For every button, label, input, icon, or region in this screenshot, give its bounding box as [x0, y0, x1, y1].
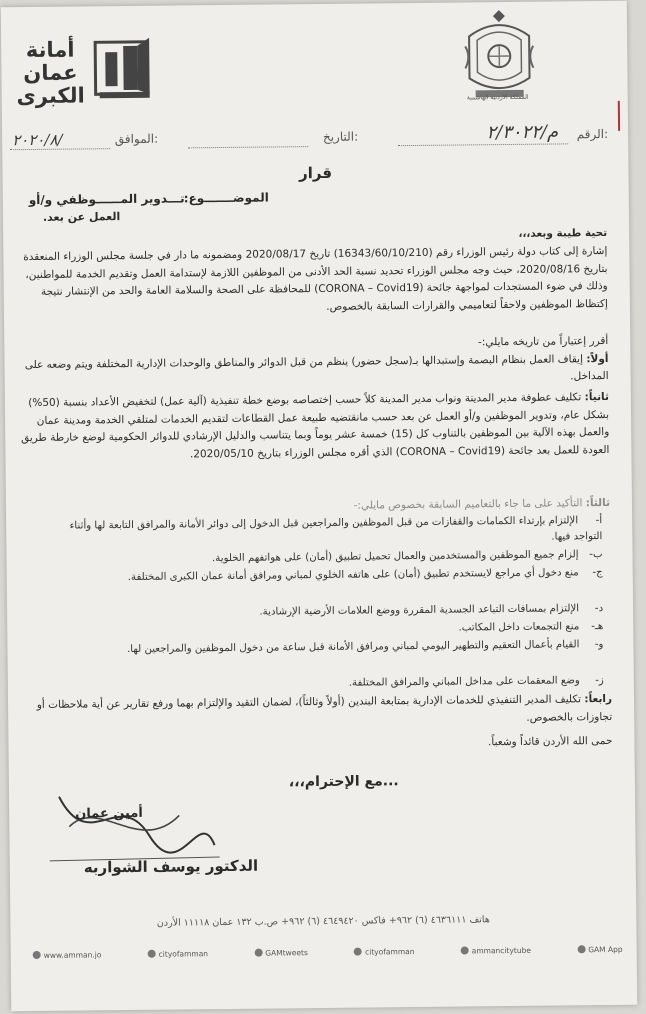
crest-caption: المملكة الأردنية الهاشمية	[466, 93, 529, 102]
subject-text: تـــدوير المــــــوظفي و/أو	[28, 191, 185, 208]
agreement-value: ٢٠٢٠/٨/	[12, 130, 63, 150]
logo-text: أمانة عمان الكبرى	[16, 37, 85, 109]
footer-link[interactable]	[577, 944, 623, 953]
clause-third-text: التأكيد على ما جاء بالتعاميم السابقة بخصوص مايلي:-	[353, 497, 583, 512]
prayer-line: حمى الله الأردن قائداً وشعباً.	[487, 734, 613, 749]
youtube-icon	[461, 946, 469, 954]
reference-row	[2, 119, 628, 158]
clause-fourth	[22, 691, 612, 732]
item-text: منع التجمعات داخل المكاتب.	[458, 621, 580, 634]
clause-first-label: أولاً:	[586, 352, 609, 366]
footer-link[interactable]	[254, 948, 308, 958]
number-label: الرقم:	[576, 126, 609, 142]
agreement-line	[10, 148, 110, 150]
item-text: القيام بأعمال التعقيم والتطهير اليومي لمباني ومرافق الأمانة قبل ساعة من دخول الموظفين والمراجعين لها.	[126, 639, 580, 656]
item-text: الإلتزام بمسافات التباعد الجسدية المقررة ووضع العلامات الأرضية الإرشادية.	[259, 603, 580, 618]
footer-link[interactable]	[148, 949, 208, 959]
item-mark: أ-	[595, 515, 603, 527]
clause-first-text: إيقاف العمل بنظام البصمة وإستبدالها بـ(سجل حضور) ينظم من قبل الدوائر والمناطق والوحدات الإدارية المختلفة ويتم وضعه على المداخل.	[24, 353, 609, 382]
signer-name: الدكتور يوسف الشواربه	[83, 856, 259, 877]
footer-link-text: cityofamman	[365, 946, 415, 957]
footer-link-text: www.amman.jo	[43, 949, 102, 960]
item-text: إلزام جميع الموظفين والمستخدمين والعمال تحميل تطبيق (أمان) على هواتفهم الخلوية.	[211, 549, 579, 565]
clause-second-text: تكليف عطوفة مدير المدينة ونواب مدير المدينة كلاً حسب إختصاصه بوضع خطة تنفيذية (آلية عمل) لتخفيض الأعداد بنسبة (50%) بشكل عام، وتدوير الموظفين و/أو العمل عن بعد حسب مانقتضيه طبيعة عمل القطاعات لتقديم الخدمات لمتلقي الخدمة ومدينة عمان والعمل بهذه الآلية بين الموظفين بالتناوب كل (15) خمسة عشر يوماً وبما يتناسب والدليل الإرشادي للدوائر الحكومية لوضع خارطة طريق العودة للعمل بعد جائحة (CORONA – Covid19) الذي أقره مجلس الوزراء بتاريخ 2020/05/10.	[20, 391, 610, 460]
footer-link[interactable]	[461, 945, 531, 955]
document-title: قرار	[298, 163, 333, 183]
date-label: التاريخ:	[322, 129, 359, 144]
closing-text: ...مع الإحترام،،،	[288, 773, 399, 791]
app-icon	[577, 945, 585, 953]
item-mark: و-	[594, 639, 604, 651]
jordan-crest-icon	[461, 6, 538, 107]
clause-third-label: ثالثاً:	[585, 496, 611, 510]
number-value: م/٢/٣٠٢٢	[486, 121, 559, 144]
list-item	[42, 513, 602, 550]
footer-link[interactable]	[354, 947, 414, 957]
list-item	[43, 637, 603, 658]
footer-link[interactable]	[33, 950, 102, 960]
intro-paragraph: إشارة إلى كتاب دولة رئيس الوزراء رقم (16343/60/10/210) تاريخ 2020/08/17 ومضمونه ما دار في جلسة مجلس الوزراء المنعقدة بتاريخ 2020/08/16، حيث وجه مجلس الوزراء تحديد نسبة الحد الأدنى من الموظفين اللازمة لإستدامة العمل وتقديم الخدمة للمواطنين، وذلك في ضوء المستجدات لمواجهة جائحة (CORONA – Covid19) للمحافظة على الصحة والسلامة العامة والحد من الإنتشار نتيجة إكتظاظ الموظفين ولاحقاً لتعاميمي والقرارات السابقة بالخصوص.	[23, 244, 608, 313]
amman-logo-mark-icon	[91, 34, 156, 105]
footer-link-text: cityofamman	[158, 948, 209, 959]
date-line	[188, 146, 308, 148]
agreement-label: الموافق:	[114, 131, 159, 147]
item-mark: ج-	[592, 567, 603, 579]
twitter-icon	[254, 949, 262, 957]
greeting: تحية طيبة وبعد،،،	[518, 226, 608, 240]
subject-label: الموضـــــــوع:	[183, 190, 269, 206]
item-text: وضع المعقمات على مداخل المباني والمرافق المختلفة.	[348, 675, 580, 689]
instagram-icon	[354, 948, 362, 956]
signature-title: أمين عمان	[75, 805, 143, 822]
item-mark: ز-	[595, 675, 604, 687]
web-icon	[33, 951, 41, 959]
item-mark: هـ-	[591, 621, 604, 633]
facebook-icon	[148, 950, 156, 958]
clause-second	[19, 389, 610, 465]
clause-fourth-text: تكليف المدير التنفيذي للخدمات الإدارية بمتابعة البندين (أولاً وثالثاً)، لضمان التقيد والإلتزام بهما ورفع تقارير عن أية ملاحظات أو تجاوزات بالخصوص.	[36, 693, 613, 724]
number-line	[398, 143, 568, 146]
decide-line: أقرر إعتباراً من تاريخه مايلي:-	[477, 334, 609, 349]
footer-link-text: GAMtweets	[265, 947, 308, 958]
item-text: منع دخول أي مراجع لايستخدم تطبيق (أمان) على هاتفه الخلوي لمباني ومرافق أمانة عمان الكبرى المختلفة.	[127, 567, 579, 584]
item-mark: د-	[594, 603, 604, 615]
subject-line2: العمل عن بعد.	[42, 210, 121, 224]
list-item	[43, 565, 603, 586]
clause-first	[18, 351, 608, 390]
footer-links	[33, 941, 623, 963]
footer-link-text: ammancitytube	[471, 945, 531, 955]
item-text: الإلتزام بإرتداء الكمامات والقفازات من قبل الموظفين والمراجعين قبل الدخول إلى دوائر الأمانة والمرافق التابعة لها وأثناء التواجد فيها.	[69, 515, 603, 543]
letter-page	[1, 1, 637, 1012]
footer-address: هاتف ٤٦٣٦١١١ (٦) ٩٦٢+ فاكس ٤٦٤٩٤٢٠ (٦) ٩٦٢+ ص.ب ١٣٢ عمان ١١١١٨ الأردن	[156, 914, 490, 929]
clause-fourth-label: رابعاً:	[584, 692, 613, 706]
amman-logo	[15, 30, 166, 122]
item-mark: ب-	[589, 549, 603, 561]
footer-link-text: GAM App	[588, 944, 623, 954]
clause-second-label: ثانياً:	[584, 390, 609, 404]
